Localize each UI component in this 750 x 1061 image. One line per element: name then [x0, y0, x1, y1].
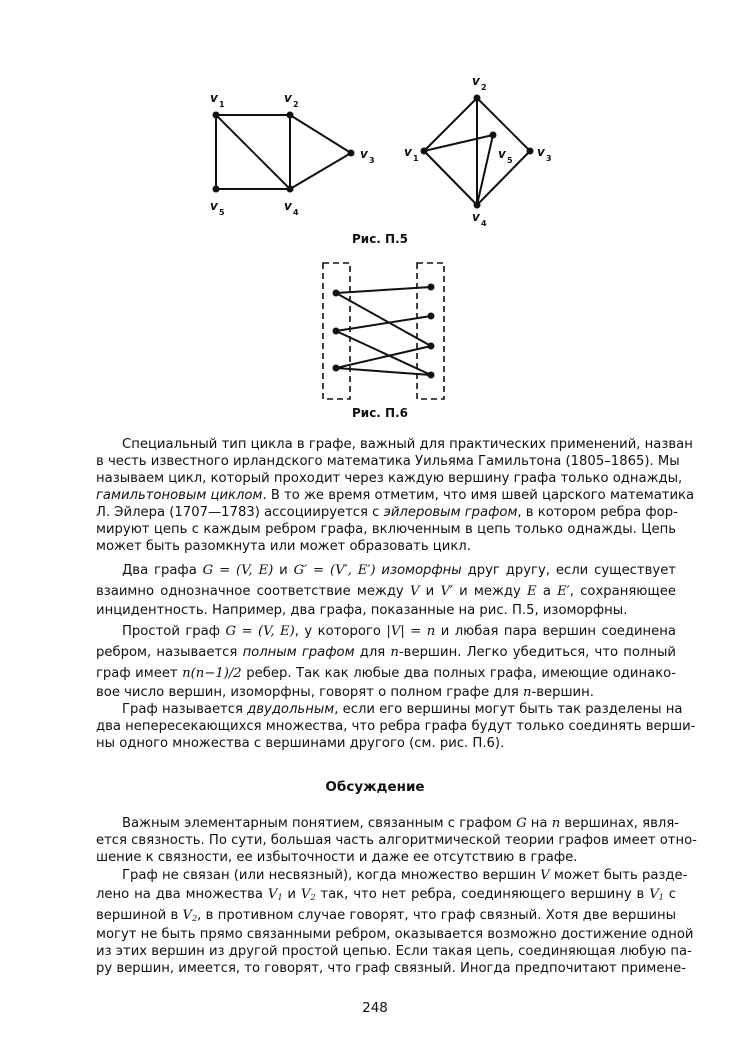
vertex-label-v1: [404, 145, 419, 163]
svg-text:v: v: [498, 147, 506, 161]
section-heading-discussion: Обсуждение: [325, 779, 425, 795]
text: , у которого: [294, 624, 387, 639]
text: шение к связности, ее избыточности и даже ее отсутствию в графе.: [96, 850, 578, 865]
term-isomorphic: изоморфны: [375, 563, 462, 578]
text: , сохраняющее: [569, 584, 677, 599]
text: инцидентность. Например, два графа, показанные на рис. П.5, изоморфны.: [96, 603, 628, 618]
vertex-label-v2: [472, 74, 487, 92]
svg-text:1: 1: [413, 154, 419, 163]
term-bipartite: двудольным: [247, 702, 335, 717]
text: граф имеет: [96, 666, 183, 681]
text: и между: [452, 584, 527, 599]
text: два непересекающихся множества, что ребра графа будут только соединять верши-: [96, 719, 696, 734]
vertex-v4: [474, 202, 481, 209]
text-line: [96, 621, 676, 642]
text: называем цикл, который проходит через каждую вершину графа только однажды,: [96, 471, 683, 486]
text-line: [96, 602, 676, 619]
formula: n: [390, 645, 399, 660]
formula: G = (V, E): [202, 563, 274, 578]
text: Важным элементарным понятием, связанным с графом: [122, 816, 517, 831]
text-line: [96, 960, 686, 977]
formula: n(n−1)/2: [182, 666, 242, 681]
text: может быть разде-: [549, 868, 688, 883]
vertex-label-v4: [284, 199, 299, 217]
text: . В то же время отметим, что имя швей царского математика: [262, 488, 695, 503]
edge-v1-v2: [424, 98, 477, 151]
vertex-r3: [428, 343, 435, 350]
term-hamiltonian-cycle: гамильтоновым циклом: [96, 488, 263, 503]
text-line: [96, 926, 694, 943]
formula: [301, 887, 316, 902]
text: с: [663, 887, 676, 902]
text: Два графа: [122, 563, 203, 578]
vertex-v5: [490, 132, 497, 139]
paragraph-connectivity: [96, 815, 697, 866]
formula: [268, 887, 283, 902]
text-line: [96, 487, 695, 504]
text-line: [96, 504, 676, 521]
symbol: V: [649, 887, 659, 902]
vertex-v2: [287, 112, 294, 119]
text: могут не быть прямо связанными ребром, оказывается возможно достижение одной: [96, 927, 694, 942]
paragraph-hamilton: [96, 436, 695, 555]
vertex-l2: [333, 328, 340, 335]
text: ребром, называется: [96, 645, 243, 660]
figure-p5-caption: Рис. П.5: [351, 232, 408, 246]
svg-text:3: 3: [546, 154, 552, 163]
vertex-label-v5: [210, 199, 225, 217]
svg-text:4: 4: [293, 208, 299, 217]
text: для: [354, 645, 391, 660]
text: вершинах, явля-: [560, 816, 680, 831]
text-line: [96, 718, 696, 735]
text-line: [96, 684, 676, 701]
text-line: [96, 849, 676, 866]
text: ру вершин, имеется, то говорят, что граф связный. Иногда предпочитают примене-: [96, 961, 686, 976]
body-text-lower: [96, 815, 697, 977]
vertex-v2: [474, 95, 481, 102]
svg-text:v: v: [210, 91, 218, 105]
text-line: [96, 521, 676, 538]
edge-v2-v3: [477, 98, 530, 151]
text-line: [96, 642, 676, 663]
text: и: [273, 563, 294, 578]
svg-text:v: v: [472, 74, 480, 88]
text: и: [282, 887, 301, 902]
text: друг другу, если существует: [461, 563, 676, 578]
vertex-v3: [527, 148, 534, 155]
subscript: 1: [658, 893, 664, 902]
text: ется связность. По сути, большая часть алгоритмической теории графов имеет отно-: [96, 833, 697, 848]
formula: [183, 908, 198, 923]
text: ребер. Так как любые два полных графа, имеющие одинако-: [241, 666, 676, 681]
text-line: [96, 663, 676, 684]
text: Специальный тип цикла в графе, важный для практических применений, назван: [122, 437, 693, 452]
symbol: V: [182, 908, 193, 923]
text: вое число вершин, изоморфны, говорят о полном графе для: [96, 685, 523, 700]
text-line: [96, 832, 697, 849]
text: Простой граф: [122, 624, 226, 639]
vertex-v3: [348, 150, 355, 157]
svg-text:v: v: [284, 199, 292, 213]
svg-text:v: v: [210, 199, 218, 213]
formula: G: [516, 816, 527, 831]
text: Граф называется: [122, 702, 248, 717]
body-text-upper: [96, 436, 696, 752]
vertex-label-v1: [210, 91, 225, 109]
paragraph-complete-graph: [96, 621, 676, 701]
text: -вершин. Легко убедиться, что полный: [398, 645, 677, 660]
text: может быть разомкнута или может образовать цикл.: [96, 539, 471, 554]
svg-text:1: 1: [219, 100, 225, 109]
formula: [649, 887, 664, 902]
text-line: [96, 581, 676, 602]
svg-text:v: v: [360, 147, 368, 161]
vertex-r1: [428, 284, 435, 291]
vertex-l3: [333, 365, 340, 372]
text-line: [96, 867, 688, 884]
vertex-r2: [428, 313, 435, 320]
svg-text:5: 5: [219, 208, 225, 217]
paragraph-bipartite: [96, 701, 696, 752]
figure-p6-bipartite-graph: [310, 255, 460, 405]
text-line: [96, 905, 676, 926]
formula: V′: [440, 584, 453, 599]
text-line: [96, 943, 692, 960]
svg-text:4: 4: [481, 219, 487, 228]
text: лено на два множества: [96, 887, 268, 902]
text: и любая пара вершин соединена: [435, 624, 677, 639]
page-number: 248: [362, 1000, 388, 1016]
text: из этих вершин из другой простой цепью. Если такая цепь, соединяющая любую па-: [96, 944, 692, 959]
formula: V: [409, 584, 420, 599]
text: вершиной в: [96, 908, 183, 923]
text: мируют цепь с каждым ребром графа, включенным в цепь только однажды. Цепь: [96, 522, 676, 537]
formula: n: [551, 816, 561, 831]
edge-v5-v4: [477, 135, 493, 205]
text: а: [536, 584, 558, 599]
formula: G′ = (V′, E′): [293, 563, 376, 578]
vertex-label-v2: [284, 91, 299, 109]
figure-p5-right-graph: [395, 70, 565, 230]
text-line: [96, 470, 683, 487]
edge-v1-v4: [216, 115, 290, 189]
vertex-v1: [213, 112, 220, 119]
edge-v2-v3: [290, 115, 351, 153]
figure-p6-caption: Рис. П.6: [351, 406, 408, 420]
text-line: [96, 538, 676, 555]
subscript: 2: [310, 893, 316, 902]
svg-text:v: v: [472, 210, 480, 224]
edge-v3-v4: [290, 153, 351, 189]
svg-text:2: 2: [293, 100, 299, 109]
text: на: [526, 816, 552, 831]
term-complete-graph: полным графом: [242, 645, 355, 660]
edge-v1-v5: [424, 135, 493, 151]
vertex-label-v5: [498, 147, 513, 165]
formula: G = (V, E): [225, 624, 295, 639]
text: , если его вершины могут быть так разделены на: [334, 702, 683, 717]
vertex-label-v3: [537, 145, 552, 163]
svg-text:v: v: [404, 145, 412, 159]
text: Граф не связан (или несвязный), когда множество вершин: [122, 868, 541, 883]
vertex-label-v3: [360, 147, 375, 165]
vertex-l1: [333, 290, 340, 297]
subscript: 2: [192, 914, 198, 923]
svg-text:5: 5: [507, 156, 513, 165]
text: так, что нет ребра, соединяющего вершину в: [315, 887, 650, 902]
text-line: [96, 453, 680, 470]
svg-text:2: 2: [481, 83, 487, 92]
edge-v1-v4: [424, 151, 477, 205]
text: в честь известного ирландского математика Уильяма Гамильтона (1805–1865). Мы: [96, 454, 680, 469]
svg-text:3: 3: [369, 156, 375, 165]
text: -вершин.: [531, 685, 594, 700]
text: , в противном случае говорят, что граф связный. Хотя две вершины: [197, 908, 676, 923]
vertex-label-v4: [472, 210, 487, 228]
text: и: [419, 584, 441, 599]
formula: V: [540, 868, 550, 883]
svg-text:v: v: [537, 145, 545, 159]
text-line: [96, 815, 680, 832]
text-line: [96, 884, 676, 905]
right-partition-box: [417, 263, 444, 399]
text: ны одного множества с вершинами другого (см. рис. П.6).: [96, 736, 505, 751]
paragraph-disconnected: [96, 867, 694, 977]
text-line: [96, 436, 693, 453]
vertex-r4: [428, 372, 435, 379]
term-eulerian-graph: эйлеровым графом: [383, 505, 518, 520]
figure-p5-left-graph: [195, 80, 375, 230]
symbol: V: [267, 887, 278, 902]
vertex-v1: [421, 148, 428, 155]
vertex-v4: [287, 186, 294, 193]
formula: E: [527, 584, 537, 599]
svg-text:v: v: [284, 91, 292, 105]
paragraph-isomorphism: [96, 560, 676, 619]
text: Л. Эйлера (1707—1783) ассоциируется с: [96, 505, 384, 520]
subscript: 1: [277, 893, 283, 902]
text: взаимно однозначное соответствие между: [96, 584, 410, 599]
formula: E′: [557, 584, 570, 599]
formula: |V| = n: [386, 624, 436, 639]
vertex-v5: [213, 186, 220, 193]
formula: n: [522, 685, 532, 700]
text-line: [96, 560, 676, 581]
text: , в котором ребра фор-: [517, 505, 678, 520]
text-line: [96, 701, 683, 718]
symbol: V: [300, 887, 311, 902]
text-line: [96, 735, 676, 752]
